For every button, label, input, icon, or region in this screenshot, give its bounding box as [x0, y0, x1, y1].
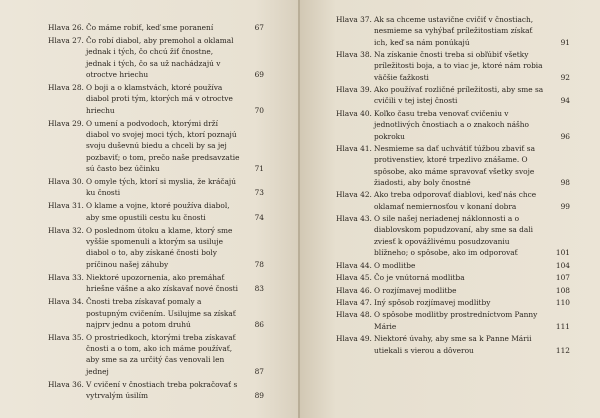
chapter-title: Čo je vnútorná modlitba	[374, 273, 465, 283]
chapter-title: Koľko času treba venovať cvičeniu v jednotlivých čnostiach a o znakoch nášho pokroku	[374, 108, 529, 141]
chapter-number: Hlava 36.	[48, 379, 84, 389]
chapter-number: Hlava 39.	[336, 85, 372, 95]
toc-entry	[336, 285, 570, 296]
toc-list-left	[48, 22, 264, 401]
chapter-number: Hlava 34.	[48, 297, 84, 307]
page-number: 112	[555, 345, 570, 355]
chapter-number: Hlava 38.	[336, 50, 372, 60]
chapter-number: Hlava 29.	[48, 118, 84, 128]
toc-entry	[48, 22, 264, 33]
chapter-number: Hlava 42.	[336, 190, 372, 200]
page-number: 67	[254, 23, 264, 32]
chapter-number: Hlava 43.	[336, 214, 372, 224]
page-number: 104	[555, 260, 570, 270]
chapter-title: Niektoré upozornenia, ako premáhať hriešne vášne a ako získavať nové čnosti	[86, 272, 239, 294]
page-number: 92	[560, 72, 570, 82]
page-number: 111	[555, 321, 570, 331]
chapter-title: Ak sa chceme ustavične cvičiť v čnostiach, nesmieme sa vyhýbať príležitostiam získať ich, keď sa nám ponúkajú	[374, 15, 534, 47]
toc-entry	[48, 200, 264, 223]
toc-entry	[48, 176, 264, 199]
page-number: 69	[254, 69, 264, 79]
chapter-title: O spôsobe modlitby prostredníctvom Panny Márie	[374, 310, 538, 331]
chapter-number: Hlava 48.	[336, 310, 372, 320]
chapter-number: Hlava 35.	[48, 332, 84, 342]
chapter-number: Hlava 33.	[48, 272, 84, 282]
chapter-title: Niektoré úvahy, aby sme sa k Panne Márii utiekali s vierou a dôverou	[374, 334, 532, 355]
chapter-number: Hlava 46.	[336, 285, 372, 295]
chapter-number: Hlava 40.	[336, 108, 372, 118]
toc-entry	[336, 297, 570, 308]
toc-entry	[336, 143, 570, 188]
chapter-title: Iný spôsob rozjímavej modlitby	[374, 298, 491, 307]
chapter-title: O rozjímavej modlitbe	[374, 285, 457, 295]
chapter-title: O poslednom útoku a klame, ktorý sme vyššie spomenuli a ktorým sa usiluje diabol o to, aby získané čnosti boly príčinou našej záhuby	[86, 225, 233, 269]
page-number: 70	[254, 105, 264, 115]
chapter-number: Hlava 41.	[336, 144, 372, 154]
chapter-title: Čnosti treba získavať pomaly a postupným cvičením. Usilujme sa získať najprv jednu a potom druhú	[86, 297, 236, 329]
toc-entry	[336, 333, 570, 356]
page-number: 73	[254, 188, 264, 198]
chapter-title: O sile našej neriadenej náklonnosti a o diablovskom popudzovaní, aby sme sa dali zviesť k opovážlivému posudzovaniu blížneho; o spôsobe, ako im odporovať	[374, 214, 534, 258]
toc-entry	[48, 296, 264, 330]
page-number: 87	[254, 366, 264, 376]
chapter-title: Ako používať rozličné príležitosti, aby sme sa cvičili v tej istej čnosti	[374, 85, 544, 106]
chapter-title: O klame a vojne, ktoré používa diabol, aby sme opustili cestu ku čnosti	[86, 201, 230, 222]
toc-entry	[336, 84, 570, 107]
page-number: 96	[560, 131, 570, 141]
page-number: 110	[555, 298, 570, 307]
toc-entry	[48, 225, 264, 270]
chapter-number: Hlava 32.	[48, 225, 84, 235]
chapter-title: Nesmieme sa dať uchvátiť túžbou zbaviť sa protivenstiev, ktoré trpezlivo znášame. O spôsobe, ako máme spravovať všetky svoje žiadosti, aby boly čnostné	[374, 144, 536, 187]
page-number: 94	[560, 96, 570, 106]
chapter-number: Hlava 26.	[48, 23, 84, 32]
toc-list-right	[336, 14, 570, 356]
chapter-number: Hlava 37.	[336, 15, 372, 24]
page-number: 107	[555, 273, 570, 283]
page-number: 98	[560, 177, 570, 187]
right-page	[300, 0, 600, 418]
page-number: 99	[560, 201, 570, 211]
page-number: 78	[254, 259, 264, 269]
toc-entry	[336, 260, 570, 271]
page-number: 74	[254, 212, 264, 222]
chapter-title: O omyle tých, ktorí si myslia, že kráčajú ku čnosti	[86, 177, 236, 198]
chapter-title: Na získanie čnosti treba si obľúbiť všetky príležitosti boja, a to viac je, ktoré nám robia väčšie ťažkosti	[374, 50, 543, 82]
chapter-number: Hlava 47.	[336, 298, 372, 307]
toc-entry	[48, 82, 264, 116]
page-number: 91	[560, 37, 570, 47]
toc-entry	[48, 272, 264, 295]
chapter-title: O umení a podvodoch, ktorými drží diabol vo svojej moci tých, ktorí poznajú svoju duševnú biedu a chceli by sa jej pozbaviť; o tom, prečo naše predsavzatie sú často bez účinku	[86, 118, 240, 173]
chapter-number: Hlava 45.	[336, 273, 372, 283]
chapter-number: Hlava 27.	[48, 36, 84, 46]
chapter-title: O modlitbe	[374, 260, 416, 270]
toc-entry	[336, 309, 570, 332]
toc-entry	[336, 272, 570, 283]
page-number: 101	[555, 248, 570, 258]
chapter-number: Hlava 49.	[336, 334, 372, 344]
chapter-number: Hlava 28.	[48, 83, 84, 93]
chapter-title: Čo robí diabol, aby premohol a oklamal jednak i tých, čo chcú žiť čnostne, jednak i tých, čo sa už nachádzajú v otroctve hriechu	[86, 36, 234, 79]
toc-entry	[48, 332, 264, 377]
chapter-number: Hlava 31.	[48, 201, 84, 211]
chapter-title: Čo máme robiť, keď sme poranení	[86, 23, 214, 32]
page-number: 83	[254, 284, 264, 294]
toc-entry	[48, 379, 264, 402]
toc-entry	[336, 108, 570, 142]
chapter-title: O prostriedkoch, ktorými treba získavať čnosti a o tom, ako ich máme používať, aby sme sa za určitý čas venovali len jednej	[86, 332, 236, 376]
page-number: 89	[254, 391, 264, 401]
chapter-title: O boji a o klamstvách, ktoré používa diabol proti tým, ktorých má v otroctve hriechu	[86, 83, 233, 115]
toc-entry	[336, 49, 570, 83]
page-number: 108	[555, 285, 570, 295]
chapter-title: Ako treba odporovať diablovi, keď nás chce oklamať nemiernosťou v konaní dobra	[374, 190, 537, 211]
chapter-number: Hlava 44.	[336, 260, 372, 270]
chapter-title: V cvičení v čnostiach treba pokračovať s vytrvalým úsilím	[86, 379, 238, 401]
toc-entry	[48, 35, 264, 80]
toc-entry	[336, 213, 570, 258]
toc-entry	[48, 118, 264, 174]
page-number: 71	[254, 163, 264, 173]
toc-entry	[336, 14, 570, 48]
chapter-number: Hlava 30.	[48, 177, 84, 187]
page-number: 86	[254, 319, 264, 329]
toc-entry	[336, 189, 570, 212]
